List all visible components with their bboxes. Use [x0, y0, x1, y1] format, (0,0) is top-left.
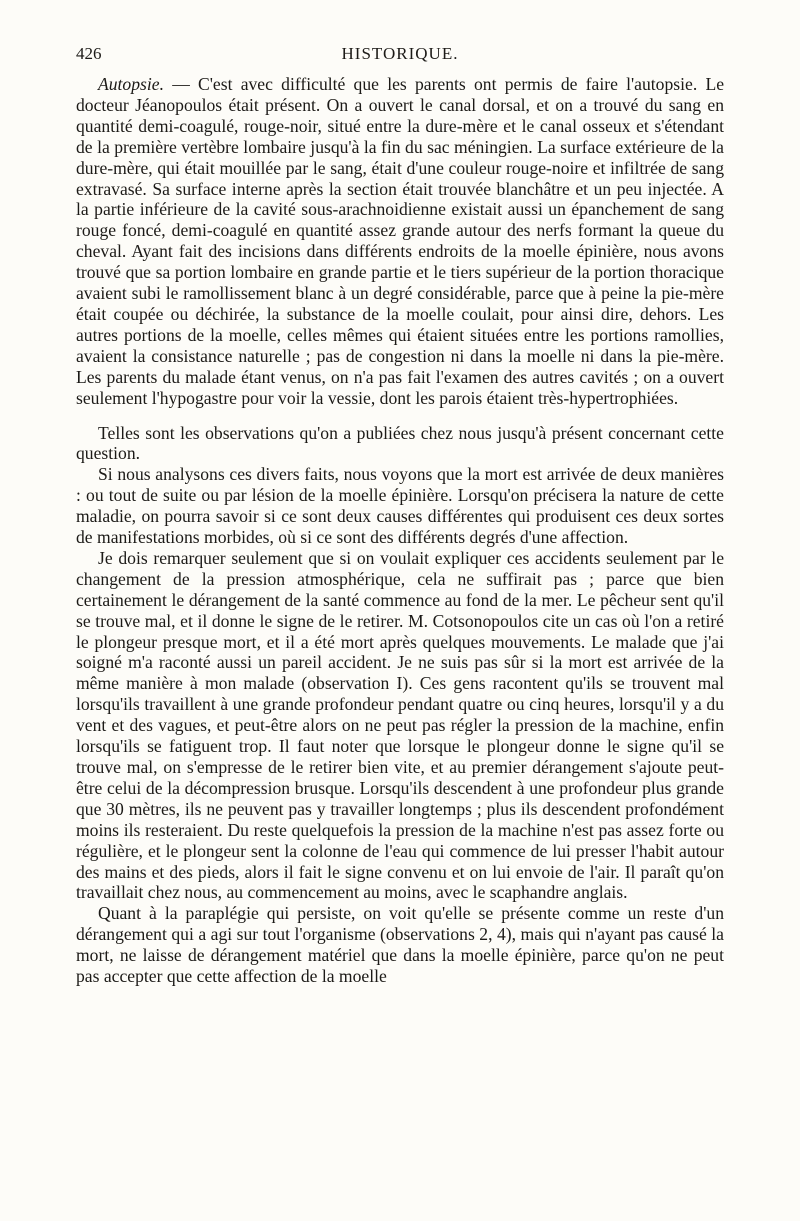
body-text	[76, 74, 724, 987]
section-lead: Autopsie.	[98, 74, 164, 94]
paragraph-text: — C'est avec difficulté que les parents ont permis de faire l'autopsie. Le docteur Jéanopoulos était présent. On a ouvert le canal dorsal, et on a trouvé du sang en quantité demi-coagulé, rouge-noir, situé entre la dure-mère et le canal osseux et s'étendant de la première vertèbre lombaire jusqu'à la fin du sac méningien. La surface extérieure de la dure-mère, qui était mouillée par le sang, était d'une couleur rouge-noire et infiltrée de sang extravasé. Sa surface interne après la section était trouvée blanchâtre et un peu injectée. A la partie inférieure de la cavité sous-arachnoidienne existait aussi un épanchement de sang rouge foncé, demi-coagulé en quantité assez grande autour des nerfs formant la queue du cheval. Ayant fait des incisions dans différents endroits de la moelle épinière, nous avons trouvé que sa portion lombaire en grande partie et le tiers supérieur de la portion thoracique avaient subi le ramollissement blanc à un degré considérable, parce que à peine la pie-mère était coupée ou déchirée, la substance de la moelle coulait, pour ainsi dire, dehors. Les autres portions de la moelle, celles mêmes qui étaient situées entre les portions ramollies, avaient la consistance naturelle ; pas de congestion ni dans la moelle ni dans la pie-mère. Les parents du malade étant venus, on n'a pas fait l'examen des autres cavités ; on a ouvert seulement l'hypogastre pour voir la vessie, dont les parois étaient très-hypertrophiées.	[76, 74, 724, 408]
paragraph: Quant à la paraplégie qui persiste, on voit qu'elle se présente comme un reste d'un dérangement qui a agi sur tout l'organisme (observations 2, 4), mais qui n'ayant pas causé la mort, ne laisse de dérangement matériel que dans la moelle épinière, parce qu'on ne peut pas accepter que cette affection de la moelle	[76, 903, 724, 987]
paragraph-autopsie	[76, 74, 724, 409]
paragraph: Je dois remarquer seulement que si on voulait expliquer ces accidents seulement par le changement de la pression atmosphérique, cela ne suffirait pas ; parce que bien certainement le dérangement de la santé commence au fond de la mer. Le pêcheur sent qu'il se trouve mal, et il donne le signe de le retirer. M. Cotsonopoulos cite un cas où l'on a retiré le plongeur presque mort, et il a été mort après quelques mouvements. Le malade que j'ai soigné m'a raconté aussi un pareil accident. Je ne suis pas sûr si la mort est arrivée de la même manière à mon malade (observation I). Ces gens racontent qu'ils se trouvent mal lorsqu'ils travaillent à une grande profondeur pendant quatre ou cinq heures, lorsqu'il y a du vent et des vagues, et peut-être alors on ne peut pas régler la pression de la machine, enfin lorsqu'ils se fatiguent trop. Il faut noter que lorsque le plongeur donne le signe qu'il se trouve mal, on s'empresse de le retirer bien vite, et au premier dérangement s'ajoute peut-être celui de la décompression brusque. Lorsqu'ils descendent à une profondeur plus grande que 30 mètres, ils ne peuvent pas y travailler longtemps ; plus ils descendent profondément moins ils resteraient. Du reste quelquefois la pression de la machine n'est pas assez forte ou régulière, et le plongeur sent la colonne de l'eau qui commence de lui presser l'habit autour des mains et des pieds, alors il fait le signe convenu et on lui envoie de l'air. Il paraît qu'on travaillait chez nous, au commencement au moins, avec le scaphandre anglais.	[76, 547, 724, 903]
page-number: 426	[76, 44, 102, 63]
running-title: HISTORIQUE.	[341, 44, 459, 63]
page-header	[76, 44, 724, 68]
paragraph: Telles sont les observations qu'on a publiées chez nous jusqu'à présent concernant cette question.	[76, 422, 724, 464]
paragraph: Si nous analysons ces divers faits, nous voyons que la mort est arrivée de deux manières : ou tout de suite ou par lésion de la moelle épinière. Lorsqu'on précisera la nature de cette maladie, on pourra savoir si ce sont deux causes différentes qui produisent ces deux sortes de manifestations morbides, où si ce sont des différents degrés d'une affection.	[76, 464, 724, 548]
